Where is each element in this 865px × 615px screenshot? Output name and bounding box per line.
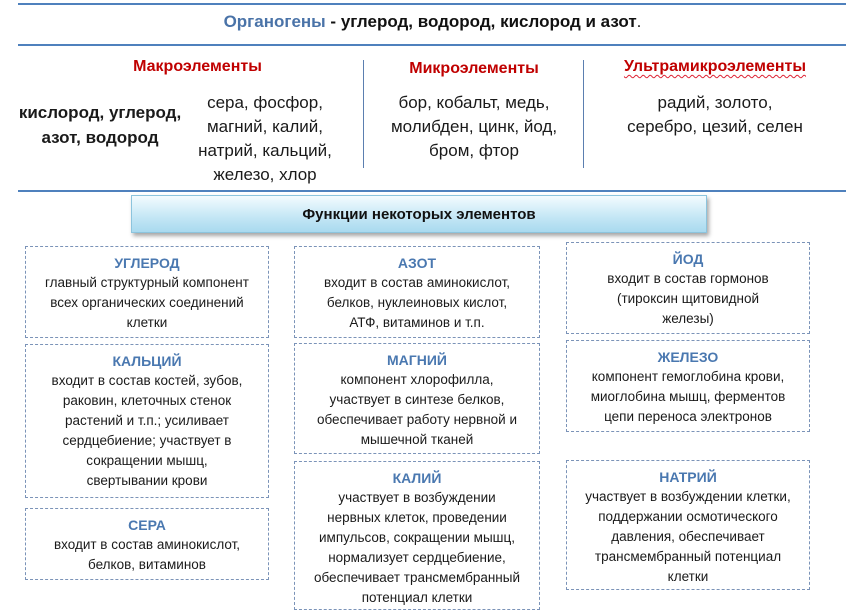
card-line: входит в состав гормонов (607, 271, 769, 286)
macro-main-elements (10, 100, 190, 150)
card-title: МАГНИЙ (387, 352, 447, 368)
macro-list (185, 91, 345, 187)
macro-list-item: магний, калий, (206, 117, 324, 136)
micro-title: Микроэлементы (409, 60, 539, 77)
card-line: клетки (126, 315, 168, 330)
card-line: потенциал клетки (361, 590, 473, 605)
card-line: миоглобина мышц, ферментов (590, 389, 786, 404)
card-carbon (25, 246, 269, 338)
card-title: КАЛИЙ (392, 470, 442, 486)
ultra-title (590, 58, 840, 76)
card-title: КАЛЬЦИЙ (112, 353, 182, 369)
card-title: СЕРА (128, 517, 166, 533)
micro-list-item: молибден, цинк, йод, (390, 117, 558, 136)
organogens-text: углерод, водород, кислород и азот (340, 12, 637, 31)
card-line: клетки (667, 569, 709, 584)
ultra-title-text: Ультрамикроэлементы (623, 58, 807, 75)
card-iodine (566, 242, 810, 334)
ultra-list (600, 91, 830, 139)
macro-main-line: азот, водород (41, 128, 159, 147)
card-line: участвует в синтезе белков, (329, 392, 505, 407)
card-line: трансмембранный потенциал (594, 549, 782, 564)
card-line: компонент хлорофилла, (340, 372, 494, 387)
ultra-list-item: радий, золото, (657, 93, 773, 112)
card-line: всех органических соединений (50, 295, 244, 310)
card-line: АТФ, витаминов и т.п. (349, 315, 485, 330)
card-iron (566, 340, 810, 432)
columns-divider (18, 190, 846, 192)
card-line: нервных клеток, проведении (327, 510, 507, 525)
card-line: цепи переноса электронов (604, 409, 772, 424)
card-sodium (566, 460, 810, 590)
card-nitrogen (294, 246, 540, 338)
card-line: железы) (662, 311, 714, 326)
card-title: УГЛЕРОД (114, 255, 180, 271)
card-line: обеспечивает трансмембранный (313, 570, 521, 585)
card-line: растений и т.п.; усиливает (65, 413, 229, 428)
card-line: свертывании крови (86, 473, 208, 488)
card-line: давления, обеспечивает (611, 529, 765, 544)
macro-main-line: кислород, углерод, (18, 103, 182, 122)
functions-banner: Функции некоторых элементов (131, 195, 707, 233)
card-line: обеспечивает работу нервной и (316, 412, 518, 427)
card-title: АЗОТ (397, 255, 437, 271)
card-line: входит в состав аминокислот, (53, 537, 241, 552)
card-title: НАТРИЙ (659, 469, 717, 485)
card-line: сокращении мышц, (86, 453, 208, 468)
macro-list-item: натрий, кальций, (198, 141, 332, 160)
top-divider (18, 3, 846, 5)
card-line: участвует в возбуждении клетки, (585, 489, 791, 504)
macro-list-item: железо, хлор (213, 165, 317, 184)
header-divider (18, 44, 846, 46)
card-calcium (25, 344, 269, 498)
card-line: сердцебиение; участвует в (62, 433, 232, 448)
card-line: мышечной тканей (360, 432, 474, 447)
micro-list-item: бор, кобальт, медь, (398, 93, 550, 112)
organogens-line (0, 12, 865, 32)
card-line: (тироксин щитовидной (616, 291, 760, 306)
organogens-separator: - (325, 12, 341, 31)
card-sulfur (25, 508, 269, 580)
card-title: ЖЕЛЕЗО (657, 349, 719, 365)
card-line: нормализует сердцебиение, (328, 550, 506, 565)
organogens-label: Органогены (223, 12, 326, 31)
card-line: поддержании осмотического (598, 509, 778, 524)
ultra-list-item: серебро, цезий, селен (627, 117, 803, 136)
card-line: белков, нуклеиновых кислот, (326, 295, 508, 310)
card-line: входит в состав костей, зубов, (51, 373, 243, 388)
card-line: импульсов, сокращении мышц, (319, 530, 515, 545)
micro-list-item: бром, фтор (429, 141, 519, 160)
card-title: ЙОД (672, 251, 704, 267)
card-line: раковин, клеточных стенок (62, 393, 232, 408)
card-magnesium (294, 343, 540, 454)
micro-list (364, 91, 584, 163)
card-line: компонент гемоглобина крови, (591, 369, 785, 384)
card-line: участвует в возбуждении (338, 490, 496, 505)
card-line: главный структурный компонент (45, 275, 249, 290)
card-line: входит в состав аминокислот, (323, 275, 511, 290)
card-line: белков, витаминов (88, 557, 206, 572)
organogens-period: . (636, 12, 642, 31)
macro-list-item: сера, фосфор, (207, 93, 323, 112)
card-potassium (294, 461, 540, 610)
macro-title: Макроэлементы (133, 58, 262, 75)
